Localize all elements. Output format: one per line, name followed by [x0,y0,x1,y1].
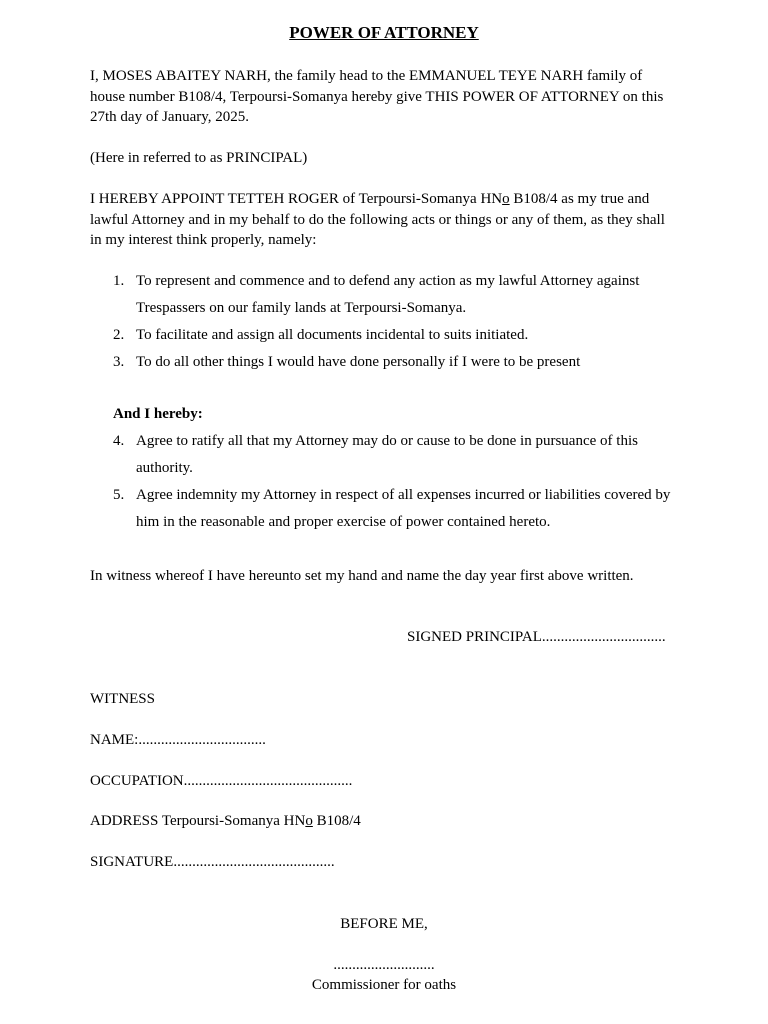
witness-address-line [90,811,361,831]
witness-clause: In witness whereof I have hereunto set my hand and name the day year first above written. [90,568,634,584]
list-item-number: 4. [113,433,125,449]
witness-name-line: NAME:.................................. [90,732,266,748]
acts-list [90,268,678,376]
undertakings-list [90,428,678,536]
before-me-label: BEFORE ME, [340,916,428,932]
witness-signature-line: SIGNATURE........................................... [90,854,335,870]
commissioner-label: Commissioner for oaths [311,977,457,993]
witness-heading: WITNESS [90,691,155,707]
list-item-number: 1. [113,273,125,289]
appointment-text-start: I HEREBY APPOINT TETTEH ROGER of Terpoursi-Somanya HN [90,191,503,207]
address-text-start: ADDRESS Terpoursi-Somanya HN [90,813,306,829]
list-item-number: 2. [113,327,125,343]
and-hereby-heading: And I hereby: [113,406,203,422]
document-title: POWER OF ATTORNEY [289,23,479,42]
list-item-number: 3. [113,354,125,370]
list-item-text: Agree to ratify all that my Attorney may do or cause to be done in pursuance of this authority. [136,433,638,476]
signed-principal-line: SIGNED PRINCIPAL................................. [407,629,666,645]
appointment-paragraph [90,189,678,251]
list-item-text: To represent and commence and to defend any action as my lawful Attorney against Trespassers on our family lands at Terpoursi-Somanya. [136,273,640,316]
list-item [90,268,678,322]
number-abbrev-mark: o [502,191,510,207]
witness-occupation-line: OCCUPATION............................................. [90,773,353,789]
list-item-text: To facilitate and assign all documents incidental to suits initiated. [136,327,529,343]
principal-note: (Here in referred to as PRINCIPAL) [90,150,308,166]
commissioner-signature-dots: ........................... [333,957,435,973]
list-item-number: 5. [113,487,125,503]
address-text-end: B108/4 [312,813,361,829]
list-item [90,482,678,536]
number-abbrev-mark: o [305,813,313,829]
list-item [90,322,678,349]
list-item [90,428,678,482]
list-item-text: Agree indemnity my Attorney in respect of all expenses incurred or liabilities covered by him in the reasonable and proper exercise of power contained hereto. [136,487,671,530]
list-item [90,349,678,376]
appointment-text-end: B108/4 as my true and lawful Attorney and in my behalf to do the following acts or things or any of them, as they shall in my interest think properly, namely: [90,191,665,248]
list-item-text: To do all other things I would have done personally if I were to be present [136,354,581,370]
intro-paragraph: I, MOSES ABAITEY NARH, the family head to the EMMANUEL TEYE NARH family of house number B108/4, Terpoursi-Somanya hereby give THIS POWER OF ATTORNEY on this 27th day of January, 2025. [90,68,664,125]
